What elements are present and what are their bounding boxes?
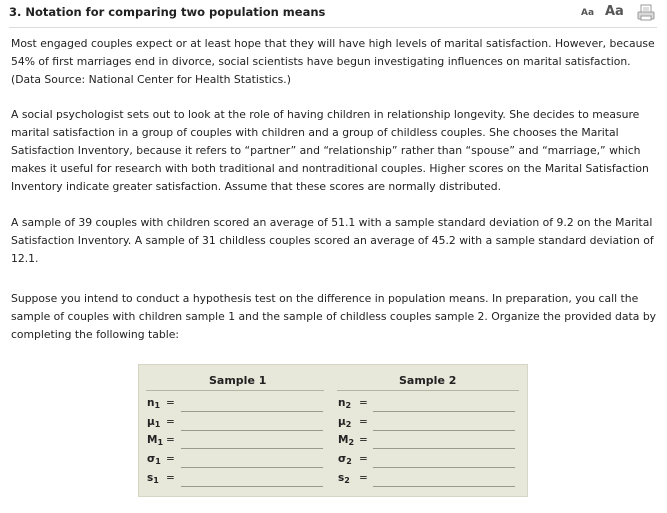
sample2-answer-line (373, 411, 515, 412)
question-title: 3. Notation for comparing two population means (9, 5, 326, 19)
sample2-answer-field[interactable] (373, 472, 515, 487)
sample2-answer-line (373, 467, 515, 468)
sample1-answer-line (181, 448, 323, 449)
sample2-symbol: $\mu_2$ (338, 416, 352, 429)
study-description-paragraph: A social psychologist sets out to look at the role of having children in relationship longevity. She decides to measure marital satisfaction in a group of couples with children and a group of childless couples. She chooses the Marital Satisfaction Inventory, because it refers to “partner” and “relationship” rather than “spouse” and “marriage,” which makes it useful for research with both traditional and nontraditional couples. Higher scores on the Marital Satisfaction Inventory indicate greater satisfaction. Assume that these scores are normally distributed. (11, 108, 649, 193)
table-row (139, 416, 527, 435)
table-row (139, 472, 527, 491)
question-header (9, 4, 657, 24)
sample1-answer-line (181, 486, 323, 487)
sample1-answer-field[interactable] (181, 416, 323, 431)
equals-sign: = (166, 397, 175, 409)
sample-data-paragraph: A sample of 39 couples with children scored an average of 51.1 with a sample standard deviation of 9.2 on the Marital Satisfaction Inventory. A sample of 31 childless couples scored an average of 45.2 with a sample standard deviation of 12.1. (11, 216, 654, 265)
notation-table (138, 364, 528, 497)
sample2-symbol: $s_2$ (338, 472, 350, 485)
sample1-symbol: $M_1$ (147, 434, 164, 447)
table-row (139, 397, 527, 416)
header-divider (9, 27, 657, 28)
sample1-answer-field[interactable] (181, 472, 323, 487)
sample1-answer-line (181, 411, 323, 412)
sample1-answer-field[interactable] (181, 397, 323, 412)
equals-sign: = (359, 472, 368, 484)
sample2-answer-field[interactable] (373, 434, 515, 449)
sample1-symbol: $s_1$ (147, 472, 159, 485)
equals-sign: = (359, 434, 368, 446)
equals-sign: = (166, 434, 175, 446)
sample1-header: Sample 1 (209, 374, 267, 387)
intro-paragraph: Most engaged couples expect or at least hope that they will have high levels of marital satisfaction. However, because 54% of first marriages end in divorce, social scientists have begun investigating influences on marital satisfaction. (Data Source: National Center for Health Statistics.) (11, 37, 655, 86)
sample1-answer-field[interactable] (181, 434, 323, 449)
print-icon[interactable] (637, 4, 655, 22)
equals-sign: = (359, 397, 368, 409)
table-row (139, 434, 527, 453)
increase-font-button[interactable]: Aa (605, 4, 624, 19)
sample2-answer-line (373, 486, 515, 487)
sample2-answer-field[interactable] (373, 453, 515, 468)
instructions-paragraph: Suppose you intend to conduct a hypothesis test on the difference in population means. In preparation, you call the sample of couples with children sample 1 and the sample of childless couples sample 2. Organize the provided data by completing the following table: (11, 292, 657, 341)
decrease-font-button[interactable]: Aa (581, 8, 595, 18)
sample1-answer-field[interactable] (181, 453, 323, 468)
sample1-answer-line (181, 467, 323, 468)
sample2-answer-field[interactable] (373, 416, 515, 431)
sample2-answer-field[interactable] (373, 397, 515, 412)
equals-sign: = (166, 453, 175, 465)
equals-sign: = (359, 416, 368, 428)
equals-sign: = (166, 472, 175, 484)
table-row (139, 453, 527, 472)
sample1-answer-line (181, 430, 323, 431)
sample1-symbol: $\mu_1$ (147, 416, 161, 429)
sample2-header: Sample 2 (399, 374, 457, 387)
sample2-symbol: $n_2$ (338, 397, 352, 410)
sample2-answer-line (373, 448, 515, 449)
sample2-header-rule (337, 390, 519, 391)
sample1-header-rule (146, 390, 324, 391)
sample1-symbol: $n_1$ (147, 397, 161, 410)
sample2-symbol: $M_2$ (338, 434, 355, 447)
sample2-answer-line (373, 430, 515, 431)
sample2-symbol: $\sigma_2$ (338, 453, 352, 466)
sample1-symbol: $\sigma_1$ (147, 453, 161, 466)
equals-sign: = (359, 453, 368, 465)
equals-sign: = (166, 416, 175, 428)
